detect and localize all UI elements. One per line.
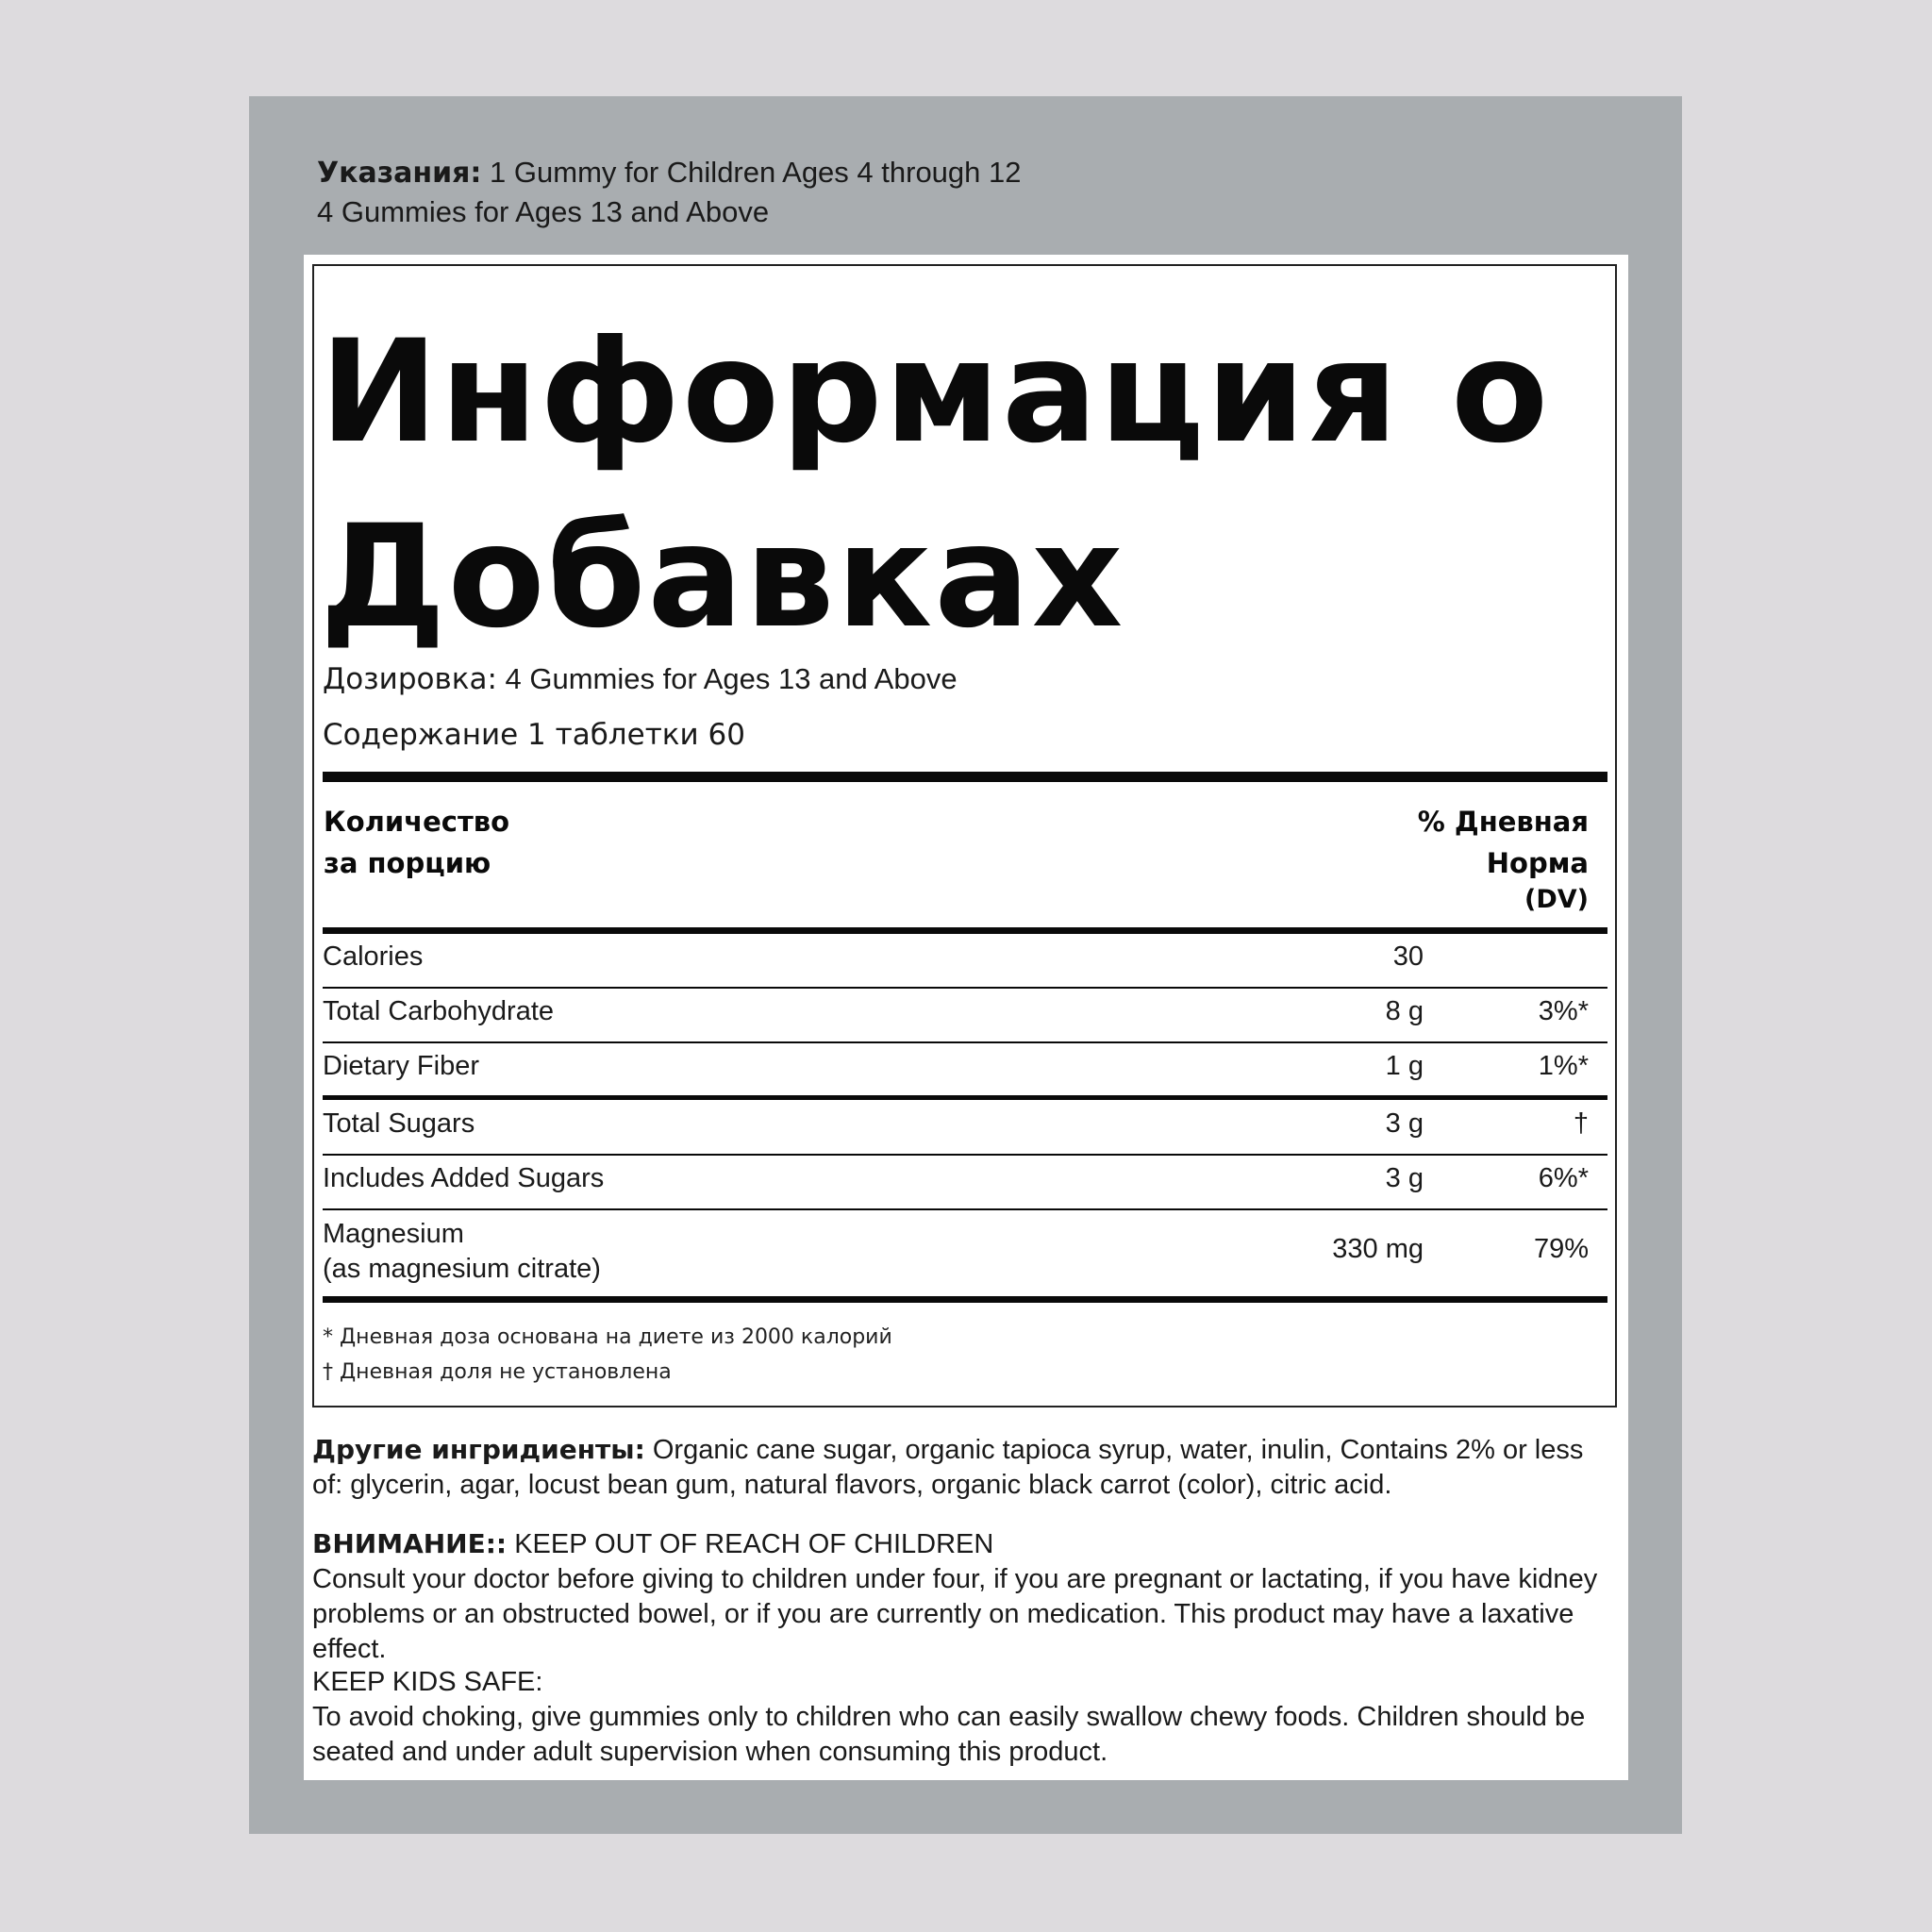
title-line-2: Добавках — [320, 495, 1125, 659]
servings-per-container — [323, 718, 745, 752]
dv-header-line-2: Норма — [1486, 847, 1589, 879]
nutrient-amount: 1 g — [1385, 1051, 1424, 1081]
other-ingredients — [312, 1432, 1619, 1503]
servings-label: Содержание 1 таблетки — [323, 718, 699, 752]
table-row — [323, 941, 1607, 979]
nutrient-name: Dietary Fiber — [323, 1051, 479, 1081]
table-row — [323, 1051, 1607, 1089]
footnote-daily-value: * Дневная доза основана на диете из 2000 калорий — [323, 1325, 892, 1349]
directions-line-1 — [317, 153, 1022, 192]
nutrient-name: Includes Added Sugars — [323, 1163, 605, 1193]
title-line-1: Информация о — [320, 310, 1551, 475]
warning-line-1: KEEP OUT OF REACH OF CHILDREN — [507, 1529, 994, 1559]
footnote-not-established: † Дневная доля не установлена — [323, 1360, 672, 1384]
nutrient-name: Magnesium — [323, 1219, 464, 1249]
amount-per-serving-header — [324, 801, 509, 884]
table-row — [323, 996, 1607, 1034]
row-divider — [323, 1208, 1607, 1210]
other-ingredients-text: Organic cane sugar, organic tapioca syrup, water, inulin, Contains 2% or less of: glycerin, agar, locust bean gum, natural flavors, organic black carrot (color), citric acid. — [312, 1435, 1584, 1500]
bottom-divider — [323, 1296, 1607, 1303]
servings-value: 60 — [698, 718, 745, 752]
row-divider — [323, 1154, 1607, 1156]
serving-size-value: 4 Gummies for Ages 13 and Above — [496, 662, 958, 695]
thick-divider — [323, 772, 1607, 782]
nutrient-name: Calories — [323, 941, 424, 972]
nutrient-name: Total Carbohydrate — [323, 996, 555, 1026]
nutrient-dv: 1%* — [1538, 1051, 1589, 1081]
nutrient-amount: 3 g — [1385, 1108, 1424, 1139]
directions-line-2: 4 Gummies for Ages 13 and Above — [317, 195, 770, 228]
amount-header-line-1: Количество — [324, 806, 510, 838]
warning-text: Consult your doctor before giving to children under four, if you are pregnant or lactating, if you have kidney problems or an obstructed bowel, or if you are currently on medication. This product may have a laxative effect. — [312, 1564, 1598, 1664]
directions-text-1: 1 Gummy for Children Ages 4 through 12 — [481, 156, 1022, 189]
section-divider — [323, 1095, 1607, 1100]
nutrient-amount: 30 — [1392, 941, 1424, 972]
warning-label: ВНИМАНИЕ:: — [312, 1528, 508, 1559]
row-divider — [323, 987, 1607, 989]
nutrient-dv: † — [1573, 1108, 1589, 1139]
directions-label: Указания: — [317, 157, 482, 190]
dv-header-line-1: % Дневная — [1417, 806, 1589, 838]
serving-size-label: Дозировка: — [323, 662, 497, 696]
nutrient-dv: 6%* — [1538, 1163, 1589, 1193]
amount-header-line-2: за порцию — [324, 847, 491, 879]
serving-size — [323, 662, 958, 696]
nutrient-amount: 8 g — [1385, 996, 1424, 1026]
nutrient-amount: 330 mg — [1332, 1234, 1424, 1264]
header-divider — [323, 927, 1607, 934]
nutrient-dv: 79% — [1533, 1234, 1589, 1264]
daily-value-header — [1418, 801, 1589, 916]
nutrient-name: Total Sugars — [323, 1108, 475, 1139]
nutrient-name-sub: (as magnesium citrate) — [323, 1254, 601, 1284]
warning-heading — [312, 1526, 1619, 1562]
other-ingredients-label: Другие ингридиенты: — [312, 1434, 645, 1465]
supplement-facts-title — [320, 300, 1550, 670]
nutrient-amount: 3 g — [1385, 1163, 1424, 1193]
warning-section — [312, 1526, 1619, 1667]
kids-safe-text: To avoid choking, give gummies only to children who can easily swallow chewy foods. Children should be seated and under adult supervision when consuming this product. — [312, 1702, 1586, 1767]
dv-header-line-3: (DV) — [1524, 885, 1589, 914]
nutrient-dv: 3%* — [1538, 996, 1589, 1026]
table-row — [323, 1108, 1607, 1146]
kids-safe-section — [312, 1665, 1619, 1770]
kids-safe-label: KEEP KIDS SAFE: — [312, 1667, 543, 1697]
nutrient-name-block — [323, 1217, 601, 1287]
row-divider — [323, 1041, 1607, 1043]
directions — [317, 153, 1022, 231]
table-row — [323, 1217, 1607, 1289]
table-row — [323, 1163, 1607, 1201]
